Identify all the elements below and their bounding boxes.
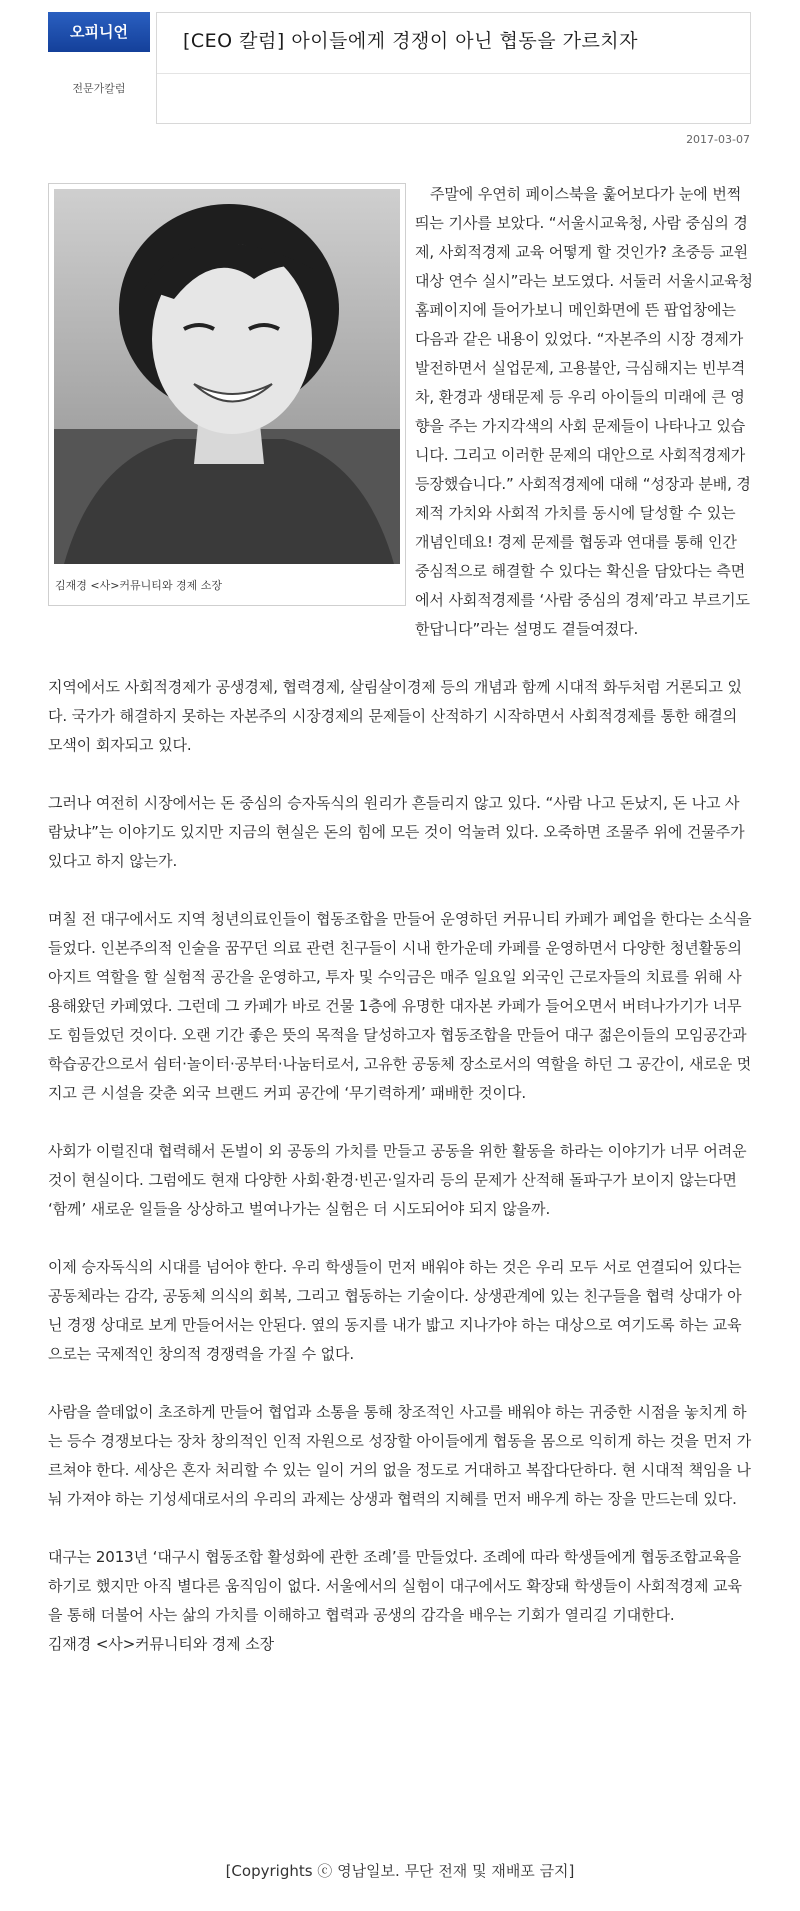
article-paragraph: 이제 승자독식의 시대를 넘어야 한다. 우리 학생들이 먼저 배워야 하는 것은 우리 모두 서로 연결되어 있다는 공동체라는 감각, 공동체 의식의 회복, 그리고 협동하는 기술이다. 상생관계에 있는 친구들을 협력 상대가 아닌 경쟁 상대로 보게 만들어서는 안된다. 옆의 동지를 내가 밟고 지나가야 하는 대상으로 여기도록 하는 교육으로는 국제적인 창의적 경쟁력을 가질 수 없다. — [48, 1258, 742, 1363]
photo-caption: 김재경 <사>커뮤니티와 경제 소장 — [55, 579, 223, 592]
article-paragraph: 그러나 여전히 시장에서는 돈 중심의 승자독식의 원리가 흔들리지 않고 있다. “사람 나고 돈났지, 돈 나고 사람났냐”는 이야기도 있지만 지금의 현실은 돈의 힘에 모든 것이 억눌려 있다. 오죽하면 조물주 위에 건물주가 있다고 하지 않는가. — [48, 794, 745, 870]
article-paragraph: 대구는 2013년 ‘대구시 협동조합 활성화에 관한 조례’를 만들었다. 조례에 따라 학생들에게 협동조합교육을 하기로 했지만 아직 별다른 움직임이 없다. 서울에서의 실험이 대구에서도 확장돼 학생들이 사회적경제 교육을 통해 더불어 사는 삶의 가치를 이해하고 협력과 공생의 감각을 배우는 기회가 열리길 기대한다. — [48, 1548, 742, 1624]
article-paragraph: 며칠 전 대구에서도 지역 청년의료인들이 협동조합을 만들어 운영하던 커뮤니티 카페가 폐업을 한다는 소식을 들었다. 인본주의적 인술을 꿈꾸던 의료 관련 친구들이 시내 한가운데 카페를 운영하면서 다양한 청년활동의 아지트 역할을 할 실험적 공간을 운영하고, 투자 및 수익금은 매주 일요일 외국인 근로자들의 치료를 위해 사용해왔던 카페였다. 그런데 그 카페가 바로 건물 1층에 유명한 대자본 카페가 들어오면서 버텨나가기가 너무도 힘들었던 것이다. 오랜 기간 좋은 뜻의 목적을 달성하고자 협동조합을 만들어 대구 젊은이들의 모임공간과 학습공간으로서 쉼터·놀이터·공부터·나눔터로서, 고유한 공동체 장소로서의 역할을 하던 그 공간이, 새로운 멋지고 큰 시설을 갖춘 외국 브랜드 커피 공간에 ‘무기력하게’ 패배한 것이다. — [48, 910, 752, 1102]
publish-date: 2017-03-07 — [686, 133, 750, 146]
article-paragraph: 주말에 우연히 페이스북을 훑어보다가 눈에 번쩍 띄는 기사를 보았다. “서울시교육청, 사람 중심의 경제, 사회적경제 교육 어떻게 할 것인가? 초중등 교원 대상 연수 실시”라는 보도였다. 서둘러 서울시교육청 홈페이지에 들어가보니 메인화면에 뜬 팝업창에는 다음과 같은 내용이 있었다. “자본주의 시장 경제가 발전하면서 실업문제, 고용불안, 극심해지는 빈부격차, 환경과 생태문제 등 우리 아이들의 미래에 큰 영향을 주는 가지각색의 사회 문제들이 나타나고 있습니다. 그리고 이러한 문제의 대안으로 사회적경제가 등장했습니다.” 사회적경제에 대해 “성장과 분배, 경제적 가치와 사회적 가치를 동시에 달성할 수 있는 개념인데요! 경제 문제를 협동과 연대를 통해 인간 중심적으로 해결할 수 있다는 확신을 담았다는 측면에서 사회적경제를 ‘사람 중심의 경제’라고 부르기도 한답니다”라는 설명도 곁들여졌다. — [415, 185, 753, 638]
category-label[interactable]: 전문가칼럼 — [72, 82, 126, 95]
article-paragraph: 지역에서도 사회적경제가 공생경제, 협력경제, 살림살이경제 등의 개념과 함께 시대적 화두처럼 거론되고 있다. 국가가 해결하지 못하는 자본주의 시장경제의 문제들이 산적하기 시작하면서 사회적경제를 통한 해결의 모색이 회자되고 있다. — [48, 678, 742, 754]
article-paragraph: 사람을 쓸데없이 초조하게 만들어 협업과 소통을 통해 창조적인 사고를 배워야 하는 귀중한 시점을 놓치게 하는 등수 경쟁보다는 장차 창의적인 인적 자원으로 성장할 아이들에게 협동을 몸으로 익히게 하는 것을 먼저 가르쳐야 한다. 세상은 혼자 처리할 수 있는 일이 거의 없을 정도로 거대하고 복잡다단하다. 현 시대적 책임을 나눠 가져야 하는 기성세대로서의 우리의 과제는 상생과 협력의 지혜를 먼저 배우게 하는 장을 만드는데 있다. — [48, 1403, 752, 1508]
article-paragraph: 사회가 이럴진대 협력해서 돈벌이 외 공동의 가치를 만들고 공동을 위한 활동을 하라는 이야기가 너무 어려운 것이 현실이다. 그럼에도 현재 다양한 사회·환경·빈곤·일자리 등의 문제가 산적해 돌파구가 보이지 않는다면 ‘함께’ 새로운 일들을 상상하고 벌여나가는 실험은 더 시도되어야 되지 않을까. — [48, 1142, 747, 1218]
title-box — [156, 12, 751, 124]
photo-float-spacer — [48, 180, 415, 616]
article-body — [48, 180, 753, 1659]
title-divider — [157, 73, 750, 74]
section-badge[interactable]: 오피니언 — [48, 12, 150, 52]
copyright-notice: [Copyrights ⓒ 영남일보. 무단 전재 및 재배포 금지] — [225, 1862, 575, 1880]
author-signature: 김재경 <사>커뮤니티와 경제 소장 — [48, 1635, 275, 1653]
article-header — [48, 12, 753, 124]
article-title: [CEO 칼럼] 아이들에게 경쟁이 아닌 협동을 가르치자 — [183, 30, 639, 52]
